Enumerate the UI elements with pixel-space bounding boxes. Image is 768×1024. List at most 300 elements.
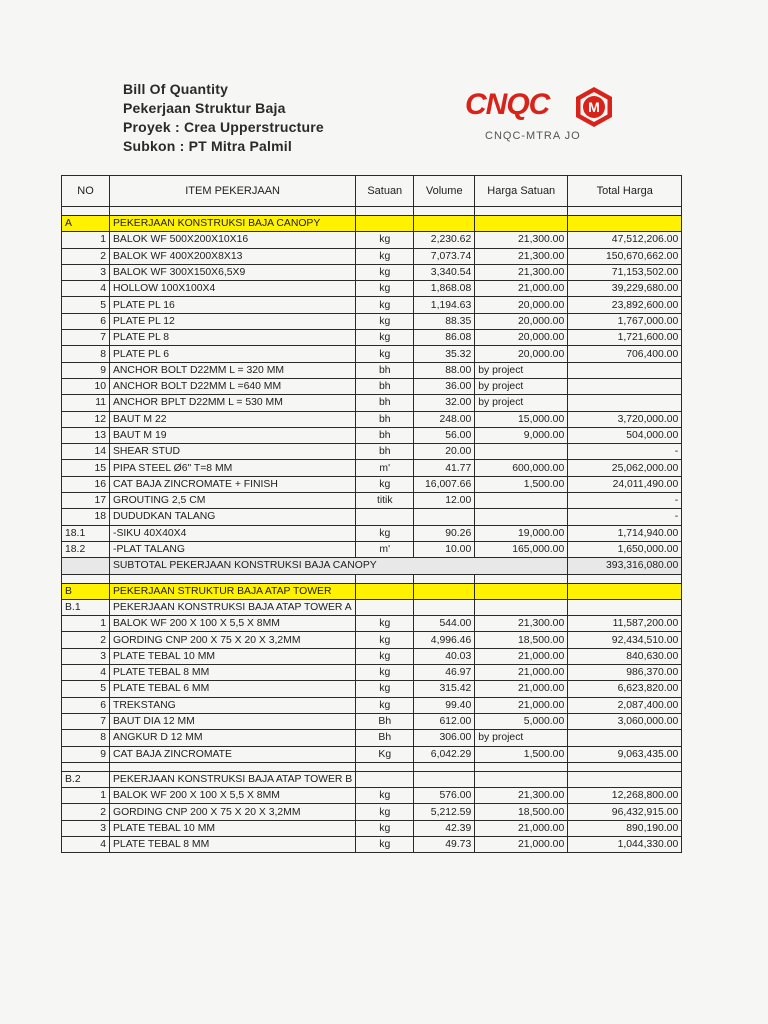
item-unit: kg (356, 232, 414, 248)
empty-cell (356, 599, 414, 615)
table-row (62, 297, 682, 313)
item-name: PLATE PL 16 (110, 297, 356, 313)
table-row (62, 427, 682, 443)
item-total-price: 3,720,000.00 (568, 411, 682, 427)
col-header-no: NO (62, 176, 110, 207)
document-header (123, 80, 324, 156)
item-no: 3 (62, 648, 110, 664)
item-total-price: 9,063,435.00 (568, 746, 682, 762)
empty-cell (475, 207, 568, 216)
table-row (62, 820, 682, 836)
item-no: 14 (62, 444, 110, 460)
empty-cell (475, 216, 568, 232)
empty-cell (568, 762, 682, 771)
item-unit-price: 21,000.00 (475, 281, 568, 297)
logo-wordmark (465, 88, 549, 122)
item-volume: 88.00 (414, 362, 475, 378)
item-total-price: - (568, 509, 682, 525)
item-unit: kg (356, 525, 414, 541)
section-title: PEKERJAAN KONSTRUKSI BAJA ATAP TOWER A (110, 599, 356, 615)
item-volume: 576.00 (414, 788, 475, 804)
table-row (62, 232, 682, 248)
item-unit: kg (356, 820, 414, 836)
table-row (62, 648, 682, 664)
item-name: BALOK WF 400X200X8X13 (110, 248, 356, 264)
item-no: 4 (62, 665, 110, 681)
table-row (62, 444, 682, 460)
item-volume: 56.00 (414, 427, 475, 443)
item-name: DUDUDKAN TALANG (110, 509, 356, 525)
section-header-b (62, 583, 682, 599)
empty-cell (62, 558, 110, 574)
item-total-price: 2,087,400.00 (568, 697, 682, 713)
item-unit-price: 19,000.00 (475, 525, 568, 541)
boq-table (61, 175, 682, 853)
item-name: ANCHOR BOLT D22MM L = 320 MM (110, 362, 356, 378)
item-name: GROUTING 2,5 CM (110, 493, 356, 509)
item-unit-price (475, 509, 568, 525)
item-unit-price: by project (475, 378, 568, 394)
item-total-price: 1,767,000.00 (568, 313, 682, 329)
spacer-row (62, 207, 682, 216)
item-volume: 49.73 (414, 836, 475, 852)
section-code: B (62, 583, 110, 599)
item-no: 6 (62, 313, 110, 329)
item-no: 1 (62, 616, 110, 632)
item-total-price: 1,650,000.00 (568, 541, 682, 557)
item-no: 17 (62, 493, 110, 509)
item-volume: 612.00 (414, 713, 475, 729)
item-unit: kg (356, 346, 414, 362)
item-unit: kg (356, 330, 414, 346)
item-unit: kg (356, 616, 414, 632)
table-row (62, 541, 682, 557)
item-no: 9 (62, 362, 110, 378)
item-volume: 3,340.54 (414, 264, 475, 280)
item-name: GORDING CNP 200 X 75 X 20 X 3,2MM (110, 632, 356, 648)
item-unit: Bh (356, 730, 414, 746)
item-volume: 2,230.62 (414, 232, 475, 248)
item-unit: bh (356, 444, 414, 460)
item-volume: 315.42 (414, 681, 475, 697)
item-unit-price: 21,000.00 (475, 681, 568, 697)
item-unit: kg (356, 665, 414, 681)
item-unit: kg (356, 697, 414, 713)
item-unit-price: 21,000.00 (475, 665, 568, 681)
doc-subtitle-work: Pekerjaan Struktur Baja (123, 100, 286, 116)
item-no: 5 (62, 681, 110, 697)
item-total-price (568, 378, 682, 394)
col-header-volume: Volume (414, 176, 475, 207)
item-no: 5 (62, 297, 110, 313)
table-row (62, 509, 682, 525)
item-volume: 35.32 (414, 346, 475, 362)
item-no: 3 (62, 820, 110, 836)
item-no: 1 (62, 788, 110, 804)
item-name: -SIKU 40X40X4 (110, 525, 356, 541)
item-volume: 12.00 (414, 493, 475, 509)
item-name: BALOK WF 500X200X10X16 (110, 232, 356, 248)
item-unit-price: 1,500.00 (475, 476, 568, 492)
item-unit: m' (356, 541, 414, 557)
empty-cell (356, 583, 414, 599)
item-volume: 1,868.08 (414, 281, 475, 297)
subtotal-value: 393,316,080.00 (568, 558, 682, 574)
item-unit: Bh (356, 713, 414, 729)
item-no: 8 (62, 730, 110, 746)
item-name: PLATE TEBAL 8 MM (110, 665, 356, 681)
table-row (62, 525, 682, 541)
item-unit: bh (356, 427, 414, 443)
item-total-price (568, 730, 682, 746)
item-unit: bh (356, 378, 414, 394)
item-unit-price: 20,000.00 (475, 346, 568, 362)
empty-cell (414, 216, 475, 232)
table-row (62, 281, 682, 297)
item-volume: 99.40 (414, 697, 475, 713)
item-volume: 88.35 (414, 313, 475, 329)
doc-subtitle-subcon: Subkon : PT Mitra Palmil (123, 138, 292, 154)
empty-cell (414, 207, 475, 216)
item-total-price: 24,011,490.00 (568, 476, 682, 492)
spacer-row (62, 762, 682, 771)
item-total-price: 23,892,600.00 (568, 297, 682, 313)
item-unit-price: 21,000.00 (475, 836, 568, 852)
table-row (62, 313, 682, 329)
empty-cell (568, 207, 682, 216)
item-unit-price: by project (475, 362, 568, 378)
empty-cell (414, 599, 475, 615)
item-name: PLATE TEBAL 8 MM (110, 836, 356, 852)
table-row (62, 248, 682, 264)
item-unit-price (475, 493, 568, 509)
item-no: 16 (62, 476, 110, 492)
item-volume: 86.08 (414, 330, 475, 346)
item-volume: 7,073.74 (414, 248, 475, 264)
item-name: ANGKUR D 12 MM (110, 730, 356, 746)
item-volume: 41.77 (414, 460, 475, 476)
section-title: PEKERJAAN KONSTRUKSI BAJA CANOPY (110, 216, 356, 232)
item-total-price: 1,044,330.00 (568, 836, 682, 852)
item-unit-price: 15,000.00 (475, 411, 568, 427)
item-total-price: 1,721,600.00 (568, 330, 682, 346)
empty-cell (568, 583, 682, 599)
item-name: BAUT M 22 (110, 411, 356, 427)
item-unit-price: 20,000.00 (475, 297, 568, 313)
item-total-price: 986,370.00 (568, 665, 682, 681)
empty-cell (110, 762, 356, 771)
table-row (62, 346, 682, 362)
item-unit-price: 1,500.00 (475, 746, 568, 762)
item-no: 3 (62, 264, 110, 280)
item-no: 4 (62, 836, 110, 852)
item-name: PLATE TEBAL 10 MM (110, 820, 356, 836)
item-name: BAUT DIA 12 MM (110, 713, 356, 729)
table-row (62, 632, 682, 648)
company-logo (465, 86, 625, 146)
empty-cell (475, 599, 568, 615)
item-unit-price: 20,000.00 (475, 313, 568, 329)
item-unit-price: 600,000.00 (475, 460, 568, 476)
table-row (62, 746, 682, 762)
item-name: BALOK WF 200 X 100 X 5,5 X 8MM (110, 616, 356, 632)
table-row (62, 395, 682, 411)
item-name: GORDING CNP 200 X 75 X 20 X 3,2MM (110, 804, 356, 820)
doc-title: Bill Of Quantity (123, 81, 229, 97)
item-unit: kg (356, 476, 414, 492)
item-volume: 46.97 (414, 665, 475, 681)
table-row (62, 264, 682, 280)
empty-cell (356, 207, 414, 216)
table-row (62, 713, 682, 729)
hexagon-m-icon (573, 86, 615, 128)
empty-cell (356, 216, 414, 232)
table-row (62, 788, 682, 804)
item-total-price: 840,630.00 (568, 648, 682, 664)
item-name: PLATE PL 8 (110, 330, 356, 346)
empty-cell (110, 207, 356, 216)
item-name: HOLLOW 100X100X4 (110, 281, 356, 297)
item-unit: m' (356, 460, 414, 476)
item-total-price: 504,000.00 (568, 427, 682, 443)
item-total-price: 1,714,940.00 (568, 525, 682, 541)
table-row (62, 697, 682, 713)
section-header-a (62, 216, 682, 232)
empty-cell (356, 771, 414, 787)
item-unit-price: 21,300.00 (475, 248, 568, 264)
item-unit: kg (356, 836, 414, 852)
logo-caption: CNQC-MTRA JO (485, 130, 581, 142)
item-no: 8 (62, 346, 110, 362)
item-total-price: 706,400.00 (568, 346, 682, 362)
item-unit: kg (356, 281, 414, 297)
item-no: 9 (62, 746, 110, 762)
item-unit-price: by project (475, 730, 568, 746)
table-row (62, 378, 682, 394)
section-title: PEKERJAAN KONSTRUKSI BAJA ATAP TOWER B (110, 771, 356, 787)
subtotal-row (62, 558, 682, 574)
item-name: ANCHOR BOLT D22MM L =640 MM (110, 378, 356, 394)
item-no: 4 (62, 281, 110, 297)
item-unit: bh (356, 362, 414, 378)
table-row (62, 362, 682, 378)
item-total-price: 6,623,820.00 (568, 681, 682, 697)
item-volume: 10.00 (414, 541, 475, 557)
table-row (62, 476, 682, 492)
subsection-header-b1 (62, 599, 682, 615)
item-total-price: 71,153,502.00 (568, 264, 682, 280)
item-no: 18.2 (62, 541, 110, 557)
doc-subtitle-project: Proyek : Crea Upperstructure (123, 119, 324, 135)
table-row (62, 460, 682, 476)
item-unit: kg (356, 632, 414, 648)
empty-cell (414, 771, 475, 787)
item-volume: 32.00 (414, 395, 475, 411)
item-unit-price: 21,300.00 (475, 616, 568, 632)
item-name: CAT BAJA ZINCROMATE + FINISH (110, 476, 356, 492)
item-volume (414, 509, 475, 525)
item-name: BALOK WF 200 X 100 X 5,5 X 8MM (110, 788, 356, 804)
item-unit-price: 18,500.00 (475, 804, 568, 820)
item-name: PLATE TEBAL 10 MM (110, 648, 356, 664)
section-code: B.2 (62, 771, 110, 787)
item-name: BALOK WF 300X150X6,5X9 (110, 264, 356, 280)
item-unit-price: 9,000.00 (475, 427, 568, 443)
table-row (62, 616, 682, 632)
table-row (62, 730, 682, 746)
empty-cell (475, 762, 568, 771)
item-name: PIPA STEEL Ø6" T=8 MM (110, 460, 356, 476)
spacer-row (62, 574, 682, 583)
item-name: BAUT M 19 (110, 427, 356, 443)
item-no: 7 (62, 713, 110, 729)
item-unit-price: 21,000.00 (475, 648, 568, 664)
empty-cell (356, 762, 414, 771)
item-total-price: - (568, 493, 682, 509)
item-unit-price: 20,000.00 (475, 330, 568, 346)
item-unit: bh (356, 411, 414, 427)
item-no: 6 (62, 697, 110, 713)
item-unit-price: 18,500.00 (475, 632, 568, 648)
item-unit: kg (356, 297, 414, 313)
item-name: ANCHOR BPLT D22MM L = 530 MM (110, 395, 356, 411)
col-header-item: ITEM PEKERJAAN (110, 176, 356, 207)
item-total-price (568, 362, 682, 378)
subsection-header-b2 (62, 771, 682, 787)
table-row (62, 836, 682, 852)
item-total-price: 39,229,680.00 (568, 281, 682, 297)
item-unit: kg (356, 648, 414, 664)
section-code: B.1 (62, 599, 110, 615)
item-no: 2 (62, 248, 110, 264)
item-name: SHEAR STUD (110, 444, 356, 460)
item-unit-price: 21,300.00 (475, 788, 568, 804)
item-no: 10 (62, 378, 110, 394)
item-name: PLATE PL 6 (110, 346, 356, 362)
item-no: 15 (62, 460, 110, 476)
col-header-unit-price: Harga Satuan (475, 176, 568, 207)
item-unit-price: 165,000.00 (475, 541, 568, 557)
item-unit: titik (356, 493, 414, 509)
item-name: TREKSTANG (110, 697, 356, 713)
empty-cell (475, 771, 568, 787)
item-no: 18.1 (62, 525, 110, 541)
item-volume: 42.39 (414, 820, 475, 836)
item-total-price (568, 395, 682, 411)
empty-cell (568, 216, 682, 232)
item-no: 1 (62, 232, 110, 248)
item-volume: 36.00 (414, 378, 475, 394)
item-total-price: 11,587,200.00 (568, 616, 682, 632)
item-total-price: 890,190.00 (568, 820, 682, 836)
item-unit: kg (356, 681, 414, 697)
item-unit: Kg (356, 746, 414, 762)
table-header-row (62, 176, 682, 207)
item-total-price: 92,434,510.00 (568, 632, 682, 648)
item-volume: 544.00 (414, 616, 475, 632)
item-no: 12 (62, 411, 110, 427)
table-row (62, 493, 682, 509)
item-volume: 4,996.46 (414, 632, 475, 648)
table-row (62, 411, 682, 427)
item-volume: 1,194.63 (414, 297, 475, 313)
table-row (62, 330, 682, 346)
item-total-price: 3,060,000.00 (568, 713, 682, 729)
empty-cell (356, 574, 414, 583)
item-unit: kg (356, 788, 414, 804)
empty-cell (568, 771, 682, 787)
item-unit-price: 5,000.00 (475, 713, 568, 729)
table-row (62, 665, 682, 681)
empty-cell (475, 583, 568, 599)
section-title: PEKERJAAN STRUKTUR BAJA ATAP TOWER (110, 583, 356, 599)
item-total-price: 150,670,662.00 (568, 248, 682, 264)
table-row (62, 804, 682, 820)
item-name: PLATE TEBAL 6 MM (110, 681, 356, 697)
item-name: CAT BAJA ZINCROMATE (110, 746, 356, 762)
item-volume: 20.00 (414, 444, 475, 460)
item-no: 18 (62, 509, 110, 525)
item-name: PLATE PL 12 (110, 313, 356, 329)
item-total-price: 12,268,800.00 (568, 788, 682, 804)
empty-cell (110, 574, 356, 583)
item-no: 13 (62, 427, 110, 443)
item-unit: kg (356, 313, 414, 329)
item-total-price: 25,062,000.00 (568, 460, 682, 476)
item-unit: kg (356, 804, 414, 820)
item-no: 7 (62, 330, 110, 346)
item-unit-price (475, 444, 568, 460)
item-unit: bh (356, 395, 414, 411)
empty-cell (62, 762, 110, 771)
empty-cell (475, 574, 568, 583)
item-total-price: - (568, 444, 682, 460)
item-unit (356, 509, 414, 525)
empty-cell (568, 574, 682, 583)
logo-wordmark-text: CNQC (465, 88, 550, 121)
item-volume: 5,212.59 (414, 804, 475, 820)
empty-cell (62, 207, 110, 216)
item-name: -PLAT TALANG (110, 541, 356, 557)
item-unit-price: 21,000.00 (475, 697, 568, 713)
col-header-total-price: Total Harga (568, 176, 682, 207)
item-unit-price: by project (475, 395, 568, 411)
item-volume: 248.00 (414, 411, 475, 427)
logo-mark-letter: M (588, 99, 600, 115)
col-header-unit: Satuan (356, 176, 414, 207)
item-unit-price: 21,300.00 (475, 264, 568, 280)
item-unit: kg (356, 248, 414, 264)
table-row (62, 681, 682, 697)
item-total-price: 96,432,915.00 (568, 804, 682, 820)
item-no: 2 (62, 804, 110, 820)
item-volume: 306.00 (414, 730, 475, 746)
empty-cell (414, 583, 475, 599)
item-no: 11 (62, 395, 110, 411)
item-volume: 40.03 (414, 648, 475, 664)
empty-cell (414, 574, 475, 583)
item-volume: 16,007.66 (414, 476, 475, 492)
empty-cell (568, 599, 682, 615)
empty-cell (414, 762, 475, 771)
item-volume: 6,042.29 (414, 746, 475, 762)
empty-cell (62, 574, 110, 583)
section-code: A (62, 216, 110, 232)
item-volume: 90.26 (414, 525, 475, 541)
item-unit-price: 21,000.00 (475, 820, 568, 836)
subtotal-label: SUBTOTAL PEKERJAAN KONSTRUKSI BAJA CANOPY (110, 558, 568, 574)
item-unit: kg (356, 264, 414, 280)
